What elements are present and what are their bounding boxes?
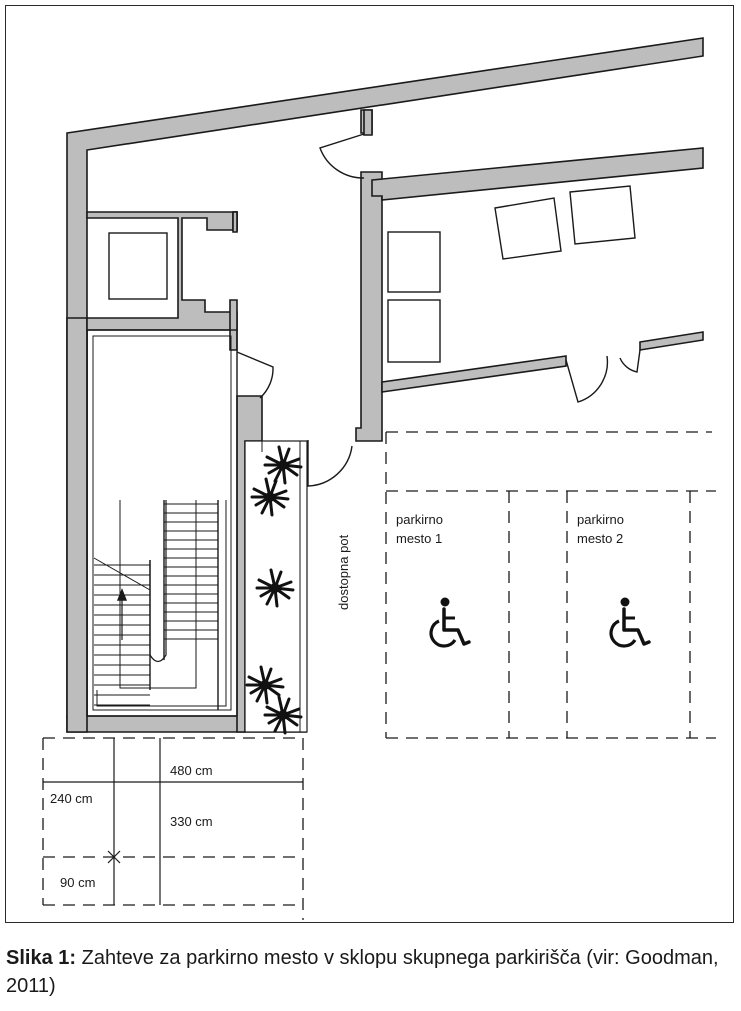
dim-240-label: 240 cm bbox=[50, 791, 93, 806]
accessible-path-label: dostopna pot bbox=[336, 534, 351, 610]
parking-spot-1-label-line1: parkirno bbox=[396, 512, 443, 527]
planter bbox=[245, 441, 307, 733]
parking-spot-1-label-line2: mesto 1 bbox=[396, 531, 443, 546]
parking-lines bbox=[43, 432, 716, 920]
dim-480-label: 480 cm bbox=[170, 763, 213, 778]
caption-text: Zahteve za parkirno mesto v sklopu skupnega parkirišča (vir: Goodman, 2011) bbox=[6, 947, 719, 997]
dim-90-label: 90 cm bbox=[60, 875, 96, 890]
building-walls bbox=[67, 38, 703, 732]
figure-caption bbox=[6, 944, 736, 1000]
parking-spot-2-label-line2: mesto 2 bbox=[577, 531, 624, 546]
wheelchair-icon bbox=[431, 598, 469, 646]
caption-prefix: Slika 1: bbox=[6, 947, 77, 969]
parking-spot-2-label-line1: parkirno bbox=[577, 512, 624, 527]
stairwell bbox=[87, 330, 237, 716]
wheelchair-icon bbox=[611, 598, 649, 646]
dim-330-label: 330 cm bbox=[170, 814, 213, 829]
